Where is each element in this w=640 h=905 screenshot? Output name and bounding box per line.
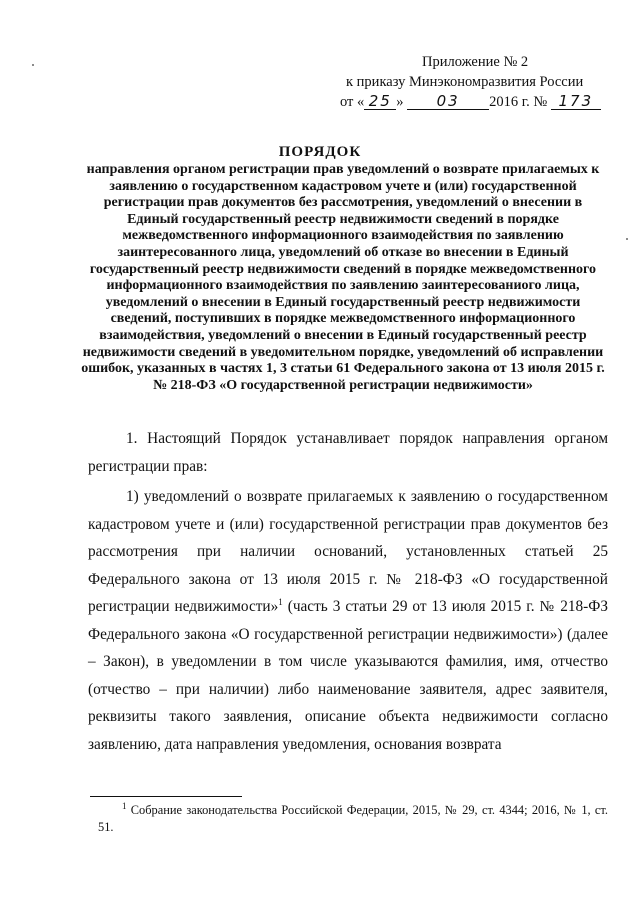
order-number: 173 bbox=[551, 93, 601, 110]
footnote-mark: 1 bbox=[122, 800, 127, 811]
scan-speck bbox=[32, 64, 34, 66]
document-title: ПОРЯДОК bbox=[278, 144, 362, 160]
footnote-ref: 1 bbox=[278, 596, 283, 607]
footnote bbox=[98, 802, 608, 836]
paragraph-1-1 bbox=[88, 483, 608, 758]
paragraph-1-1-text-a: 1) уведомлений о возврате прилагаемых к заявлению о государственном кадастровом учете и (или) государственной регистрации прав документов без рассмотрения при наличии оснований, установленных статьей 25 Федерального закона от 13 июля 2015 г. № 218-ФЗ «О государственной регистрации недвижимости» bbox=[88, 488, 608, 615]
document-subtitle: направления органом регистрации прав уведомлений о возврате прилагаемых к заявлению о государственном кадастровом учете и (или) государственной регистрации прав документов без рассмотрения, уведомлений о внесении в Единый государственный реестр недвижимости сведений в порядке межведомственного информационного взаимодействия по заявлению заинтересованного лица, уведомлений об отказе во внесении в Единый государственный реестр недвижимости сведений в порядке межведомственного информационного взаимодействия по заявлению заинтересованиого лица, уведомлений о внесении в Единый государственный реестр недвижимости сведений, поступивших в порядке межведомственного информационного взаимодействия, уведомлений о внесении в Единый государственный реестр недвижимости сведений в уведомительном порядке, уведомлений об исправлении ошибок, указанных в частях 1, 3 статьи 61 Федерального закона от 13 июля 2015 г. № 218-ФЗ «О государственной регистрации недвижимости» bbox=[81, 162, 605, 393]
document-body bbox=[88, 425, 608, 758]
date-prefix: от « bbox=[340, 94, 365, 110]
paragraph-1: 1. Настоящий Порядок устанавливает порядок направления органом регистрации прав: bbox=[88, 430, 608, 475]
date-day: 25 bbox=[364, 93, 396, 110]
date-quote-close: » bbox=[396, 94, 404, 110]
footnote-text: Собрание законодательства Российской Федерации, 2015, № 29, ст. 4344; 2016, № 1, ст. 51. bbox=[98, 803, 608, 834]
date-year: 2016 г. № bbox=[489, 94, 548, 110]
order-reference: к приказу Минэкономразвития России bbox=[346, 74, 584, 90]
appendix-number: Приложение № 2 bbox=[422, 54, 529, 70]
order-date-line bbox=[340, 92, 620, 112]
scan-speck bbox=[626, 238, 628, 240]
appendix-header bbox=[340, 52, 620, 112]
date-month: 03 bbox=[407, 93, 489, 110]
footnote-line bbox=[98, 802, 608, 836]
footnote-separator bbox=[90, 796, 242, 797]
paragraph-1-1-text-b: (часть 3 статьи 29 от 13 июля 2015 г. № 218-ФЗ Федерального закона «О государственной регистрации недвижимости») (далее – Закон), в уведомлении в том числе указываются фамилия, имя, отчество (отчество – при наличии) либо наименование заявителя, адрес заявителя, реквизиты такого заявления, описание объекта недвижимости согласно заявлению, дата направления уведомления, основания возврата bbox=[88, 598, 609, 753]
